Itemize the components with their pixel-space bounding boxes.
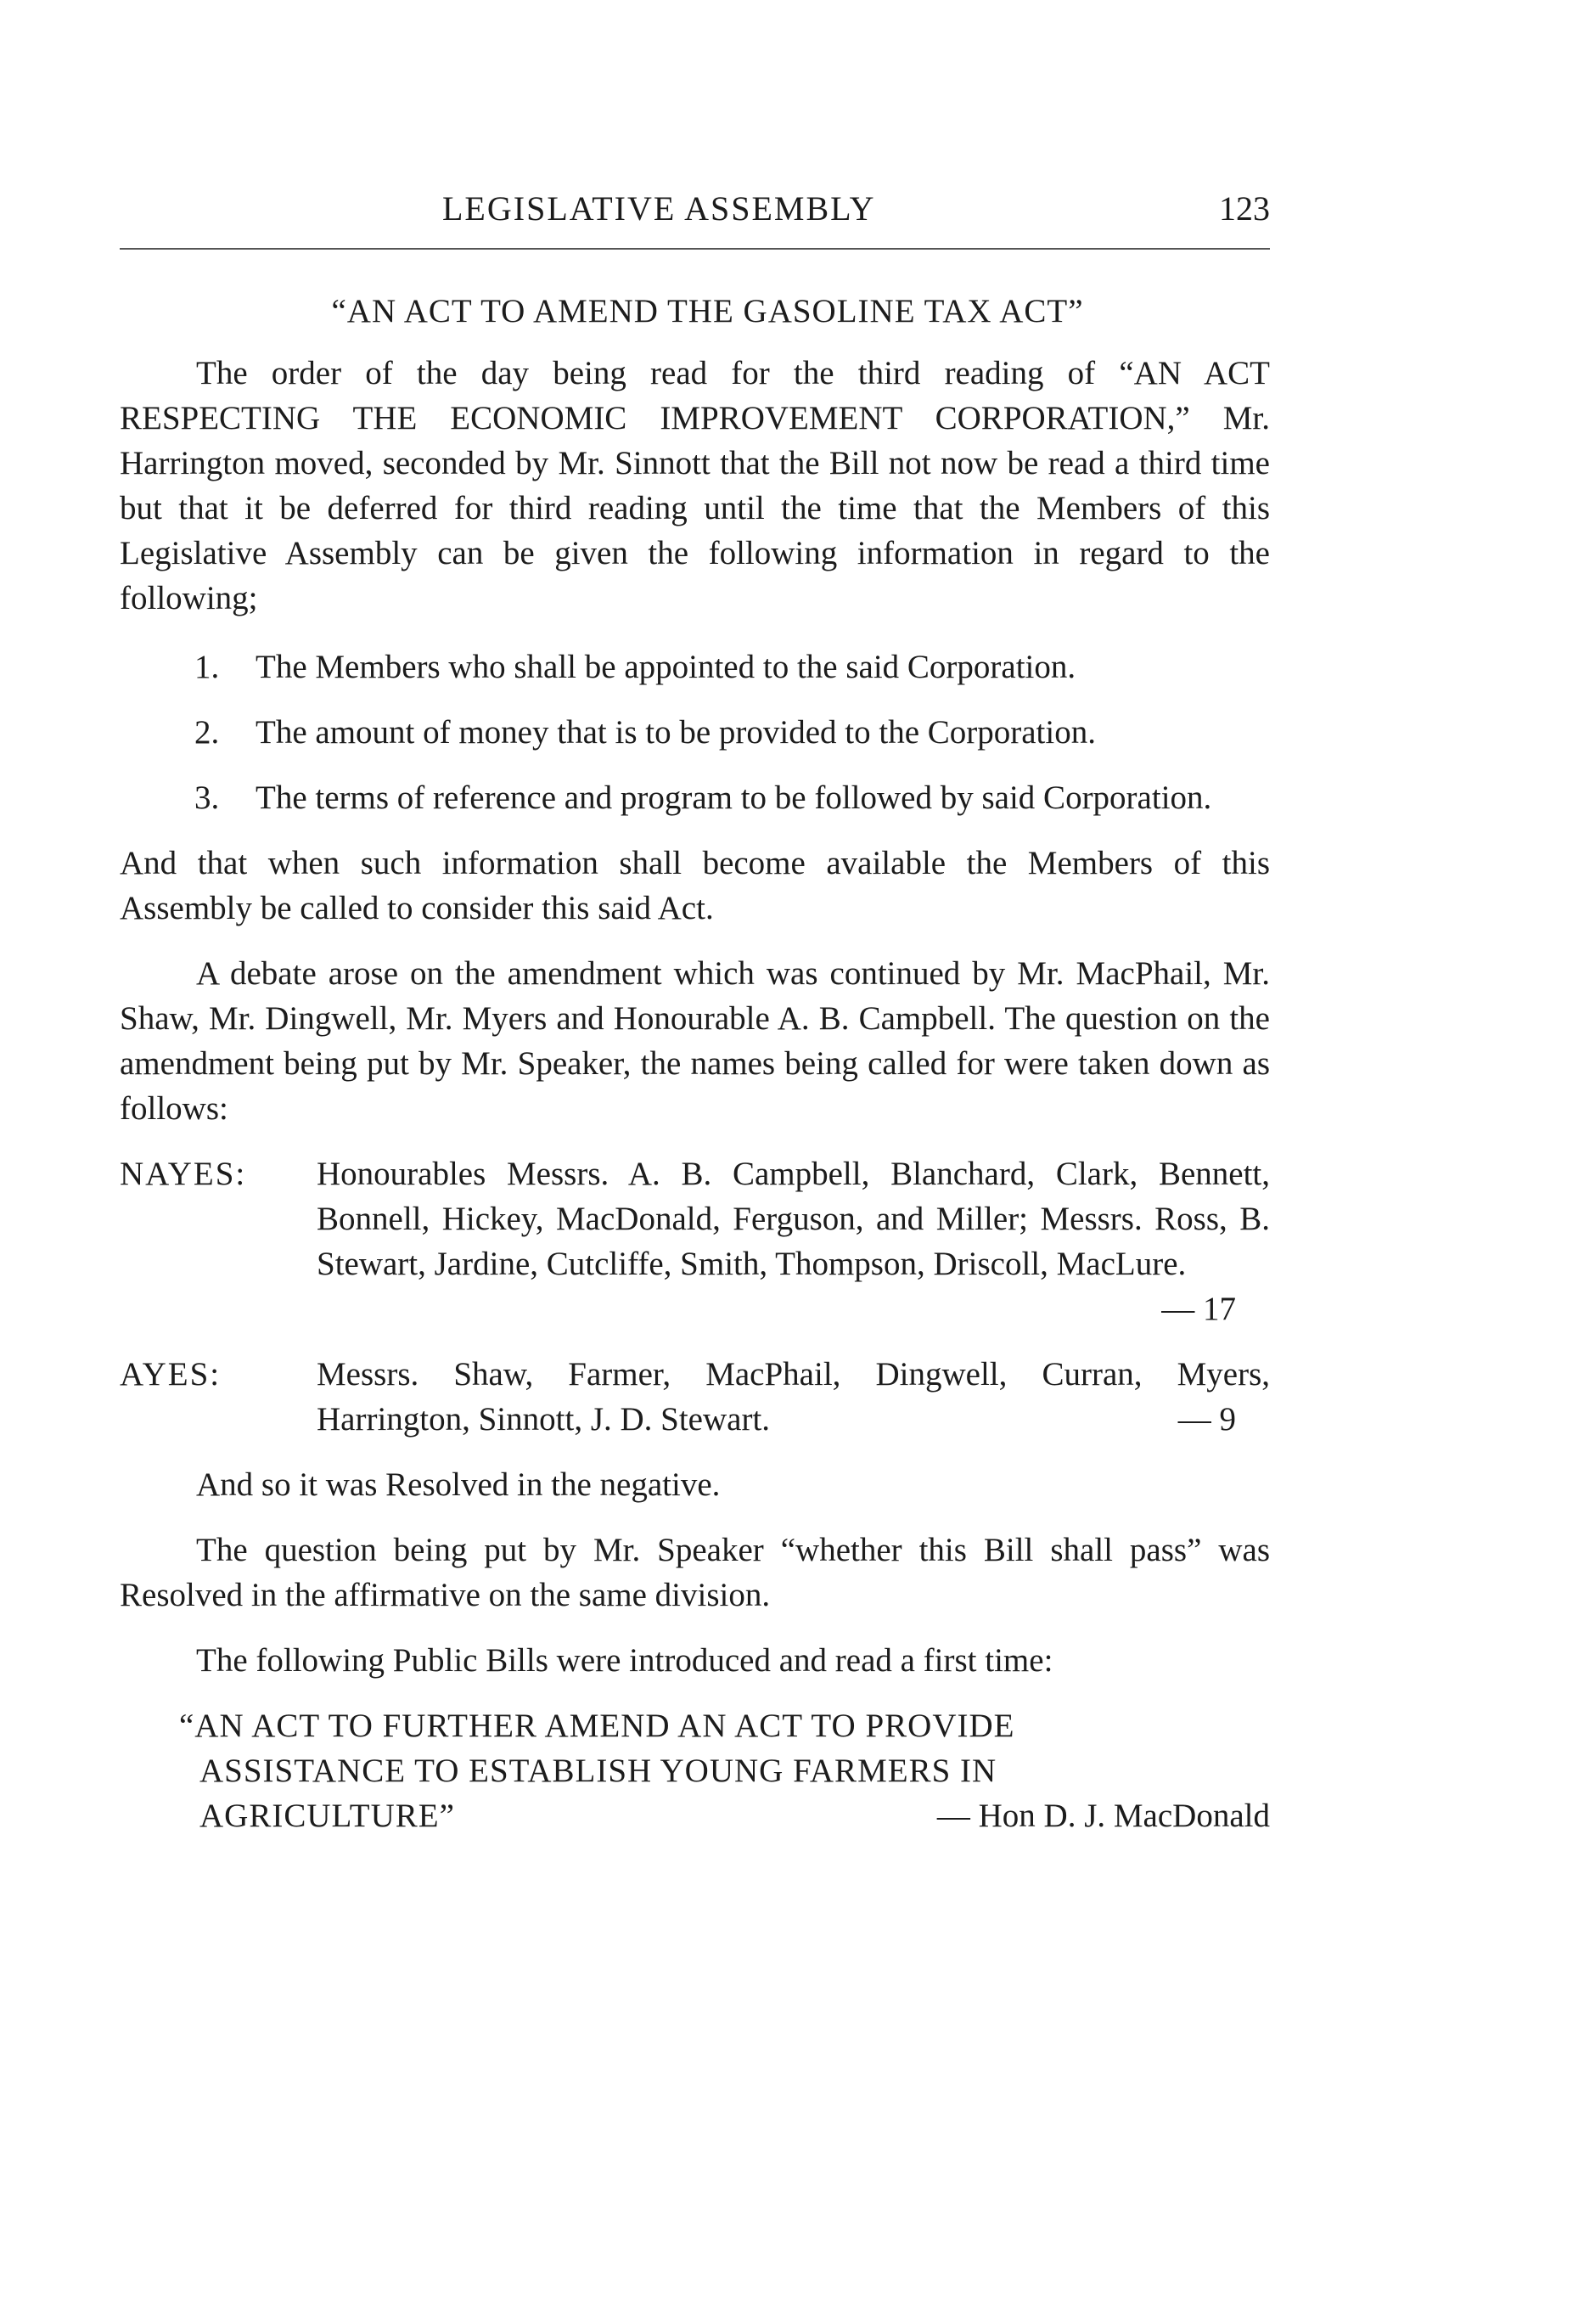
header-rule	[120, 248, 1270, 250]
ayes-division	[120, 1352, 1270, 1442]
motion-paragraph: The order of the day being read for the third reading of “AN ACT RESPECTING THE ECONOMIC IMPROVEMENT CORPORATION,” Mr. Harrington moved, seconded by Mr. Sinnott that the Bill not now be read a third time but that it be deferred for third reading until the time that the Members of this Legislative Assembly can be given the following information in regard to the following;	[120, 355, 1270, 616]
running-header	[120, 189, 1270, 239]
list-item	[120, 644, 1270, 689]
list-item	[120, 775, 1270, 820]
bill-pass-paragraph: The question being put by Mr. Speaker “whether this Bill shall pass” was Resolved in the affirmative on the same division.	[120, 1532, 1270, 1613]
bill-title-line-3: AGRICULTURE”	[199, 1798, 455, 1834]
ayes-names-text: Messrs. Shaw, Farmer, MacPhail, Dingwell, Curran, Myers, Harrington, Sinnott, J. D. Stewart.	[317, 1356, 1270, 1438]
nayes-names	[317, 1151, 1270, 1331]
header-title: LEGISLATIVE ASSEMBLY	[442, 189, 876, 228]
section-heading: “AN ACT TO AMEND THE GASOLINE TAX ACT”	[331, 293, 1084, 329]
bill-entry	[120, 1703, 1270, 1838]
list-item	[120, 710, 1270, 755]
debate-paragraph: A debate arose on the amendment which was continued by Mr. MacPhail, Mr. Shaw, Mr. Dingwell, Mr. Myers and Honourable A. B. Campbell. The question on the amendment being put by Mr. Speaker, the names being called for were taken down as follows:	[120, 955, 1270, 1127]
bill-title-line-2: ASSISTANCE TO ESTABLISH YOUNG FARMERS IN	[199, 1753, 997, 1789]
nayes-division	[120, 1151, 1270, 1331]
nayes-count: — 17	[1161, 1291, 1236, 1327]
ayes-label: AYES:	[120, 1356, 222, 1393]
bill-sponsor: — Hon D. J. MacDonald	[936, 1798, 1270, 1834]
list-item-text: The amount of money that is to be provided to the Corporation.	[256, 714, 1096, 751]
nayes-label: NAYES:	[120, 1156, 247, 1192]
resolved-negative-paragraph: And so it was Resolved in the negative.	[196, 1466, 721, 1503]
list-item-text: The Members who shall be appointed to the said Corporation.	[256, 649, 1076, 685]
and-that-paragraph: And that when such information shall become available the Members of this Assembly be called to consider this said Act.	[120, 845, 1270, 926]
list-item-number: 3.	[194, 779, 220, 816]
list-item-number: 2.	[194, 714, 220, 751]
nayes-names-text: Honourables Messrs. A. B. Campbell, Blanchard, Clark, Bennett, Bonnell, Hickey, MacDonald, Ferguson, and Miller; Messrs. Ross, B. Stewart, Jardine, Cutcliffe, Smith, Thompson, Driscoll, MacLure.	[317, 1156, 1270, 1282]
list-item-text: The terms of reference and program to be followed by said Corporation.	[256, 779, 1212, 816]
bill-title-line-1: “AN ACT TO FURTHER AMEND AN ACT TO PROVIDE	[179, 1708, 1015, 1744]
ayes-count: — 9	[1177, 1401, 1236, 1438]
bill-title-line-3-row	[179, 1793, 1270, 1838]
public-bills-paragraph: The following Public Bills were introduced and read a first time:	[196, 1642, 1053, 1679]
ayes-names	[317, 1352, 1270, 1442]
page-body	[120, 289, 1270, 1838]
list-item-number: 1.	[194, 649, 220, 685]
information-list	[120, 644, 1270, 820]
page-number: 123	[1219, 189, 1270, 228]
